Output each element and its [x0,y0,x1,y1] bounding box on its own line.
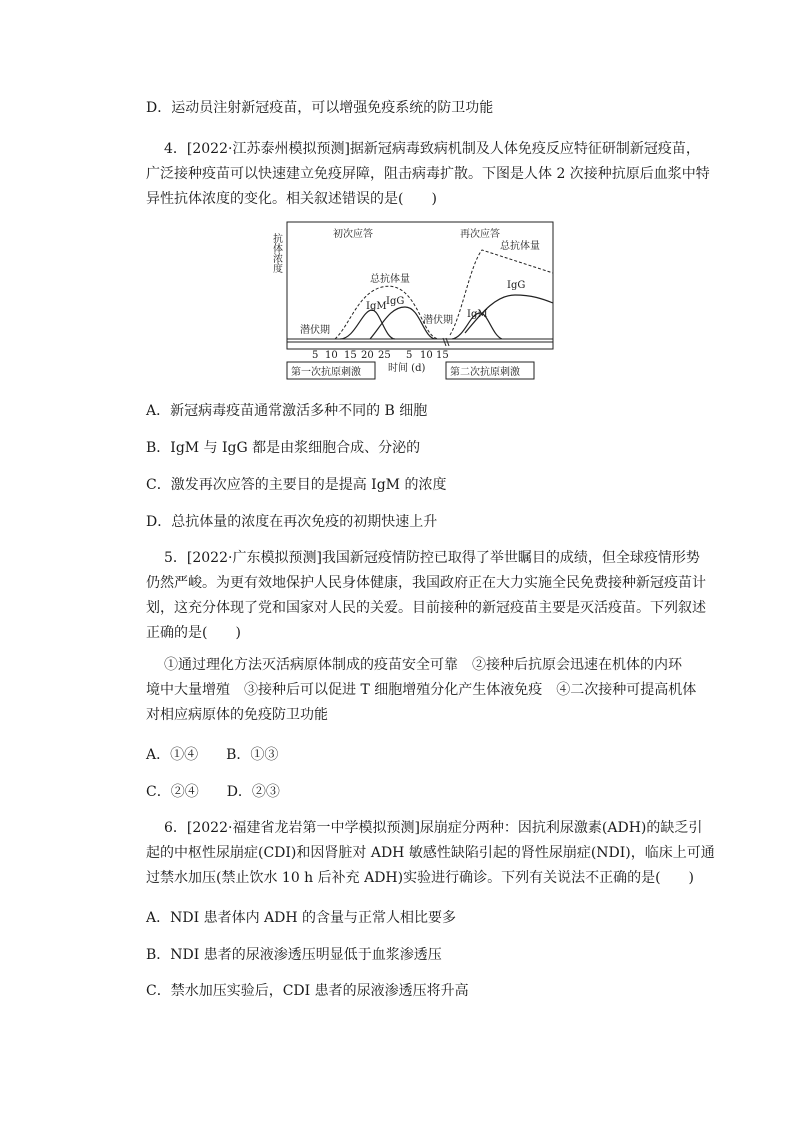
q5-statement-line: 对相应病原体的免疫防卫功能 [146,707,328,723]
x-tick-label: 5 [312,350,319,361]
q4-stem-line: 4．[2022·江苏泰州模拟预测]据新冠病毒致病机制及人体免疫反应特征研制新冠疫苗， [164,141,700,157]
q4-stem-line: 广泛接种疫苗可以快速建立免疫屏障，阻击病毒扩散。下图是人体 2 次接种抗原后血浆中特 [146,166,710,182]
x-tick-label: 15 [436,350,449,361]
antibody-figure-svg [270,215,570,385]
latent-period-label-primary: 潜伏期 [300,325,330,336]
secondary-response-label: 再次应答 [460,229,500,240]
q5-stem-line: 5．[2022·广东模拟预测]我国新冠疫情防控已取得了举世瞩目的成绩，但全球疫情形势 [164,550,700,566]
x-axis-label: 时间 (d) [388,363,426,374]
y-axis-label: 抗体浓度 [270,233,282,273]
q4-option-d: D．总抗体量的浓度在再次免疫的初期快速上升 [146,514,438,530]
q5-stem-line: 仍然严峻。为更有效地保护人民身体健康，我国政府正在大力实施全民免费接种新冠疫苗计 [146,575,706,591]
q3-option-d: D．运动员注射新冠疫苗，可以增强免疫系统的防卫功能 [146,100,494,116]
q6-option-c: C．禁水加压实验后，CDI 患者的尿液渗透压将升高 [146,983,469,999]
q5-stem-line: 划，这充分体现了党和国家对人民的关爱。目前接种的新冠疫苗主要是灭活疫苗。下列叙述 [146,600,706,616]
primary-response-label: 初次应答 [333,229,373,240]
q5-statement-line: 境中大量增殖 ③接种后可以促进 T 细胞增殖分化产生体液免疫 ④二次接种可提高机体 [146,682,697,698]
igm-label-primary: IgM [366,301,387,312]
x-tick-label: 15 [344,350,357,361]
igm-curve-primary [340,310,395,339]
q6-option-b: B．NDI 患者的尿液渗透压明显低于血浆渗透压 [146,947,442,963]
q6-stem-line: 6．[2022·福建省龙岩第一中学模拟预测]尿崩症分两种：因抗利尿激素(ADH)的缺乏引 [164,820,703,836]
igm-label-secondary: IgM [467,309,488,320]
q5-statement-line: ①通过理化方法灭活病原体制成的疫苗安全可靠 ②接种后抗原会迅速在机体的内环 [164,657,682,673]
first-stimulus-label: 第一次抗原刺激 [291,367,361,378]
q4-option-b: B．IgM 与 IgG 都是由浆细胞合成、分泌的 [146,440,421,456]
second-stimulus-label: 第二次抗原刺激 [450,367,520,378]
x-tick-label: 10 [325,350,338,361]
q6-stem-line: 过禁水加压(禁止饮水 10 h 后补充 ADH)实验进行确诊。下列有关说法不正确的是( ) [146,870,695,886]
total-antibody-label-primary: 总抗体量 [370,274,410,285]
q4-stem-line: 异性抗体浓度的变化。相关叙述错误的是( ) [146,191,437,207]
q4-stem [146,137,710,212]
q5-stem [146,546,706,646]
x-tick-label: 10 [420,350,433,361]
q6-stem [146,816,715,891]
x-tick-label: 25 [378,350,391,361]
total-antibody-curve-secondary [450,250,553,335]
latent-period-label-secondary: 潜伏期 [423,315,453,326]
igg-label-primary: IgG [386,296,405,307]
q4-option-a: A．新冠病毒疫苗通常激活多种不同的 B 细胞 [146,403,428,419]
q4-option-c: C．激发再次应答的主要目的是提高 IgM 的浓度 [146,477,447,493]
x-tick-label: 20 [361,350,374,361]
igg-label-secondary: IgG [507,280,526,291]
q5-options-ab: A．①④ B．①③ [146,747,279,763]
antibody-concentration-figure [270,215,570,385]
q5-statements [146,653,697,728]
q6-option-a: A．NDI 患者体内 ADH 的含量与正常人相比要多 [146,910,457,926]
q6-stem-line: 起的中枢性尿崩症(CDI)和因肾脏对 ADH 敏感性缺陷引起的肾性尿崩症(NDI)，临床上可通 [146,845,715,861]
total-antibody-label-secondary: 总抗体量 [500,241,540,252]
q5-stem-line: 正确的是( ) [146,625,241,641]
q5-options-cd: C．②④ D．②③ [146,784,280,800]
x-tick-label: 5 [406,350,413,361]
